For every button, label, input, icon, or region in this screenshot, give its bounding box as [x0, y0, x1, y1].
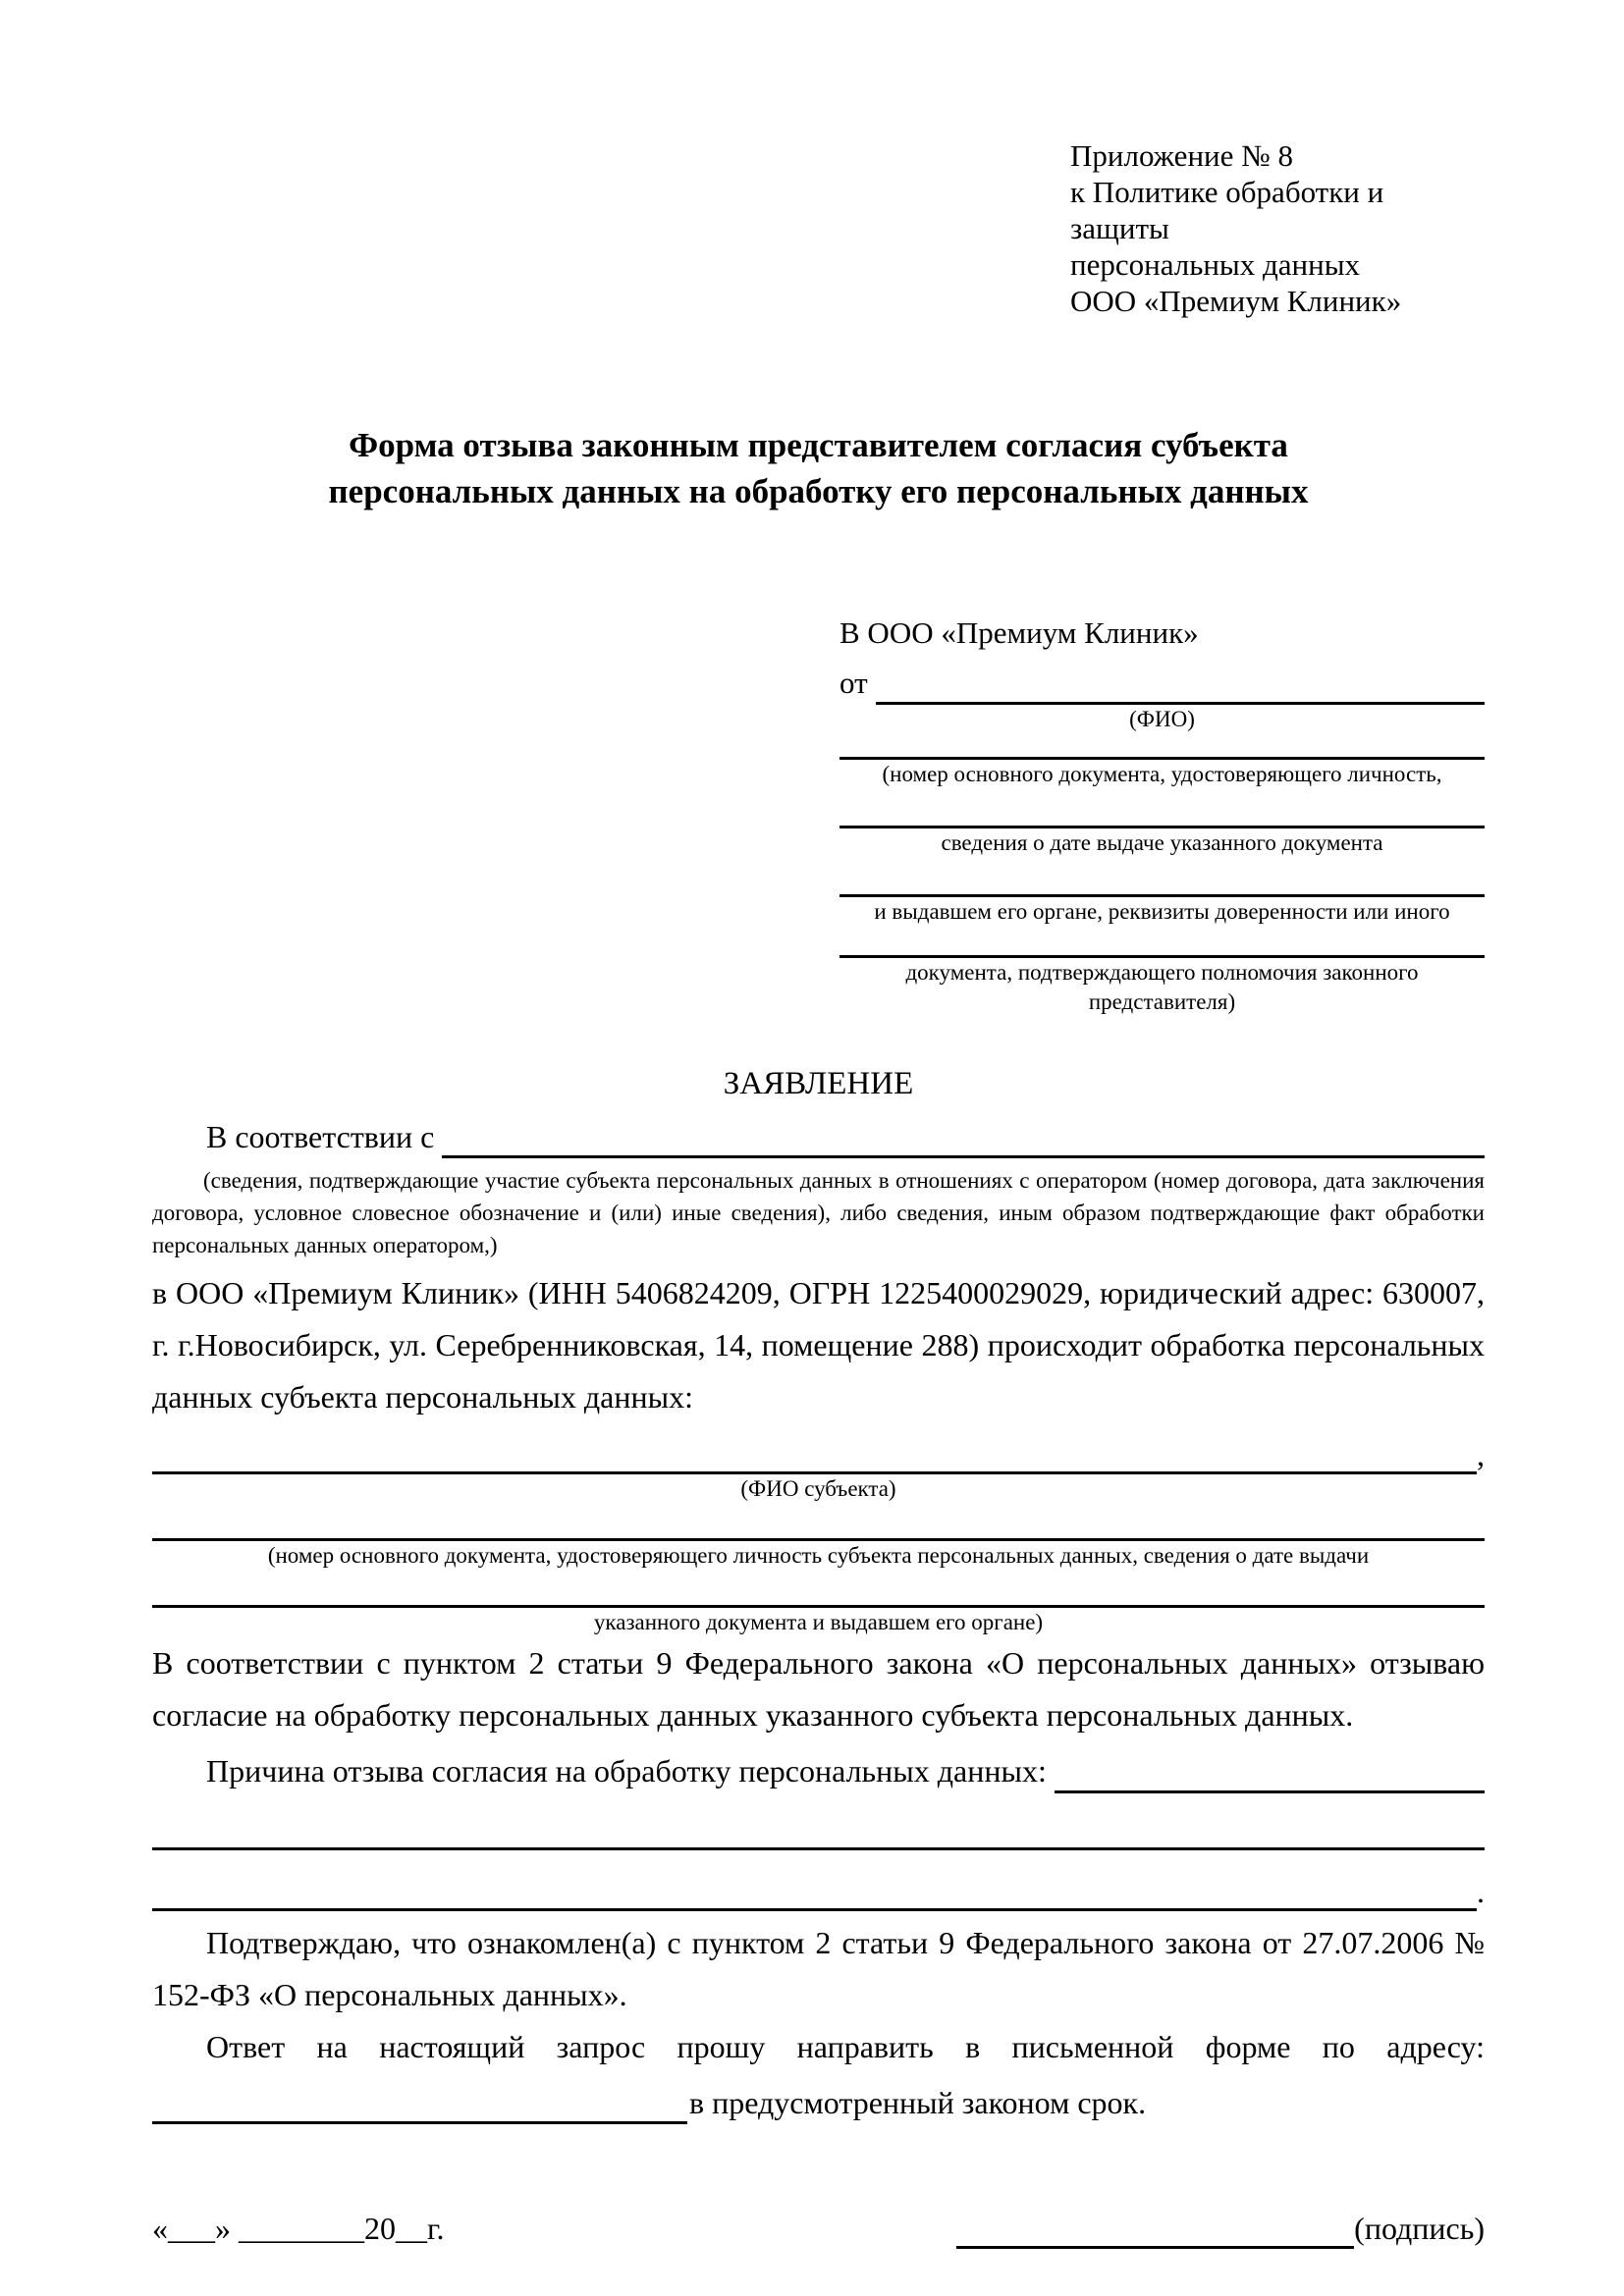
appendix-line-1: Приложение № 8 [1070, 138, 1293, 173]
response-paragraph: Ответ на настоящий запрос прошу направить в письменной форме по адресу: [206, 2029, 1485, 2064]
recipient-block [839, 613, 1485, 1017]
subject-doc-caption-2: указанного документа и выдавшем его органе) [593, 1610, 1044, 1634]
appendix-line-4: ООО «Премиум Клиник» [1070, 284, 1402, 318]
accordance-blank [442, 1121, 1485, 1158]
accordance-label: В соответствии с [206, 1119, 435, 1154]
subject-doc-blank-2 [152, 1571, 1485, 1608]
operator-paragraph: в ООО «Премиум Клиник» (ИНН 5406824209, ОГРН 1225400029029, юридический адрес: 630007, г. г.Новосибирск, ул. Серебренниковская, 14, помещение 288) происходит обработка персональных данных субъекта персональных данных: [152, 1275, 1485, 1415]
confirm-paragraph: Подтверждаю, что ознакомлен(а) с пунктом 2 статьи 9 Федерального закона от 27.07.2006 № 152-ФЗ «О персональных данных». [152, 1925, 1485, 2012]
reason-blank [1055, 1756, 1485, 1793]
accordance-row [152, 1111, 1485, 1158]
subject-fio-row [152, 1423, 1485, 1474]
reason-line-period: . [1477, 1874, 1485, 1909]
representative-doc-blank-3 [839, 858, 1485, 897]
reason-extra-blank-2 [152, 1872, 1477, 1911]
statement-heading: ЗАЯВЛЕНИЕ [723, 1066, 914, 1101]
response-address-blank [152, 2085, 687, 2124]
appendix-line-2: к Политике обработки и защиты [1070, 175, 1384, 245]
reason-extra-blank-1 [152, 1793, 1485, 1850]
representative-doc-blank-1 [839, 734, 1485, 760]
date-blank: «___» ________20__г. [152, 2211, 445, 2246]
representative-doc-blank-2 [839, 789, 1485, 828]
footer-row [152, 2208, 1485, 2249]
subject-doc-caption-1: (номер основного документа, удостоверяющего личность субъекта персональных данных, сведения о дате выдачи [267, 1543, 1370, 1568]
signature-area [956, 2208, 1485, 2249]
withdraw-paragraph: В соответствии с пунктом 2 статьи 9 Федерального закона «О персональных данных» отзываю согласие на обработку персональных данных указанного субъекта персональных данных. [152, 1645, 1485, 1733]
form-title [152, 422, 1485, 514]
reason-label: Причина отзыва согласия на обработку персональных данных: [206, 1753, 1047, 1789]
signature-blank [956, 2212, 1354, 2249]
reason-extra-row [152, 1850, 1485, 1911]
representative-doc-caption-1: (номер основного документа, удостоверяющего личность, [882, 762, 1442, 786]
representative-doc-blank-4 [839, 927, 1485, 958]
representative-name-blank [876, 667, 1485, 705]
subject-line-comma: , [1477, 1437, 1485, 1472]
subject-doc-blank-1 [152, 1504, 1485, 1541]
response-tail-row [152, 2073, 1485, 2124]
accordance-note: (сведения, подтверждающие участие субъекта персональных данных в отношениях с оператором (номер договора, дата заключения договора, условное словесное обозначение и (или) иные сведения), либо сведения, иным образом подтверждающие факт обработки персональных данных оператором,) [152, 1168, 1485, 1257]
representative-doc-caption-3: и выдавшем его органе, реквизиты доверенности или иного [874, 899, 1450, 924]
signature-caption: (подпись) [1354, 2211, 1485, 2246]
from-row [839, 654, 1485, 705]
from-label: от [839, 666, 868, 700]
representative-doc-caption-4: документа, подтверждающего полномочия законного представителя) [905, 960, 1419, 1014]
appendix-line-3: персональных данных [1070, 247, 1361, 282]
form-title-line-2: персональных данных на обработку его персональных данных [328, 472, 1309, 510]
fio-caption: (ФИО) [1129, 707, 1195, 731]
response-tail: в предусмотренный законом срок. [689, 2085, 1147, 2120]
appendix-block [1070, 137, 1485, 319]
recipient-organization: В ООО «Премиум Клиник» [839, 615, 1199, 650]
representative-doc-caption-2: сведения о дате выдаче указанного документа [941, 830, 1383, 855]
form-title-line-1: Форма отзыва законным представителем согласия субъекта [349, 426, 1288, 464]
subject-fio-caption: (ФИО субъекта) [740, 1476, 896, 1501]
reason-row [152, 1741, 1485, 1793]
subject-fio-blank [152, 1435, 1477, 1474]
